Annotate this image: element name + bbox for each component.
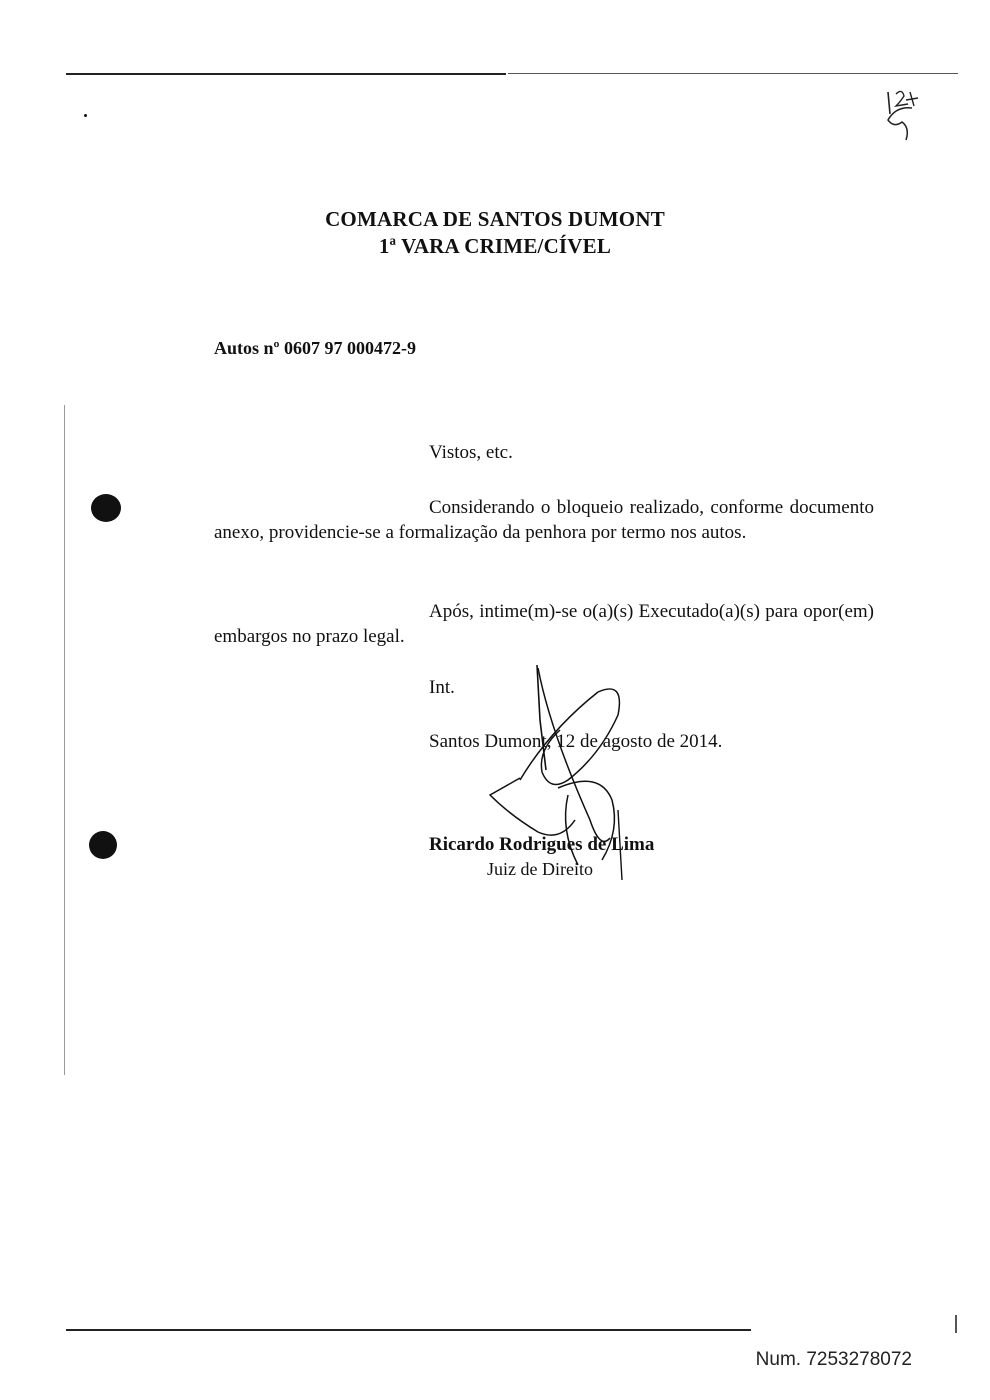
court-name: COMARCA DE SANTOS DUMONT bbox=[325, 207, 665, 231]
place-date: Santos Dumont, 12 de agosto de 2014. bbox=[429, 731, 723, 752]
speck bbox=[84, 114, 87, 117]
top-rule-right bbox=[508, 73, 958, 74]
bottom-edge-mark bbox=[955, 1315, 957, 1333]
punch-hole-bottom bbox=[89, 831, 117, 859]
case-number: Autos nº 0607 97 000472-9 bbox=[214, 338, 416, 358]
paragraph-embargos bbox=[214, 599, 874, 649]
handwritten-signature bbox=[480, 660, 640, 885]
greeting: Vistos, etc. bbox=[429, 442, 513, 463]
paragraph-embargos-text: Após, intime(m)-se o(a)(s) Executado(a)(s) para opor(em) embargos no prazo legal. bbox=[214, 601, 874, 647]
document-number: Num. 7253278072 bbox=[755, 1349, 912, 1370]
signer-title: Juiz de Direito bbox=[487, 859, 593, 879]
closing: Int. bbox=[429, 677, 455, 698]
paragraph-blocking-text: Considerando o bloqueio realizado, conforme documento anexo, providencie-se a formalização da penhora por termo nos autos. bbox=[214, 497, 874, 543]
top-rule-left bbox=[66, 73, 506, 75]
bottom-rule bbox=[66, 1329, 751, 1331]
margin-line bbox=[64, 405, 65, 1075]
signer-name: Ricardo Rodrigues de Lima bbox=[429, 834, 655, 855]
paragraph-blocking bbox=[214, 495, 874, 545]
punch-hole-top bbox=[91, 494, 121, 522]
handwritten-page-mark bbox=[876, 84, 936, 144]
court-division: 1ª VARA CRIME/CÍVEL bbox=[378, 234, 612, 258]
